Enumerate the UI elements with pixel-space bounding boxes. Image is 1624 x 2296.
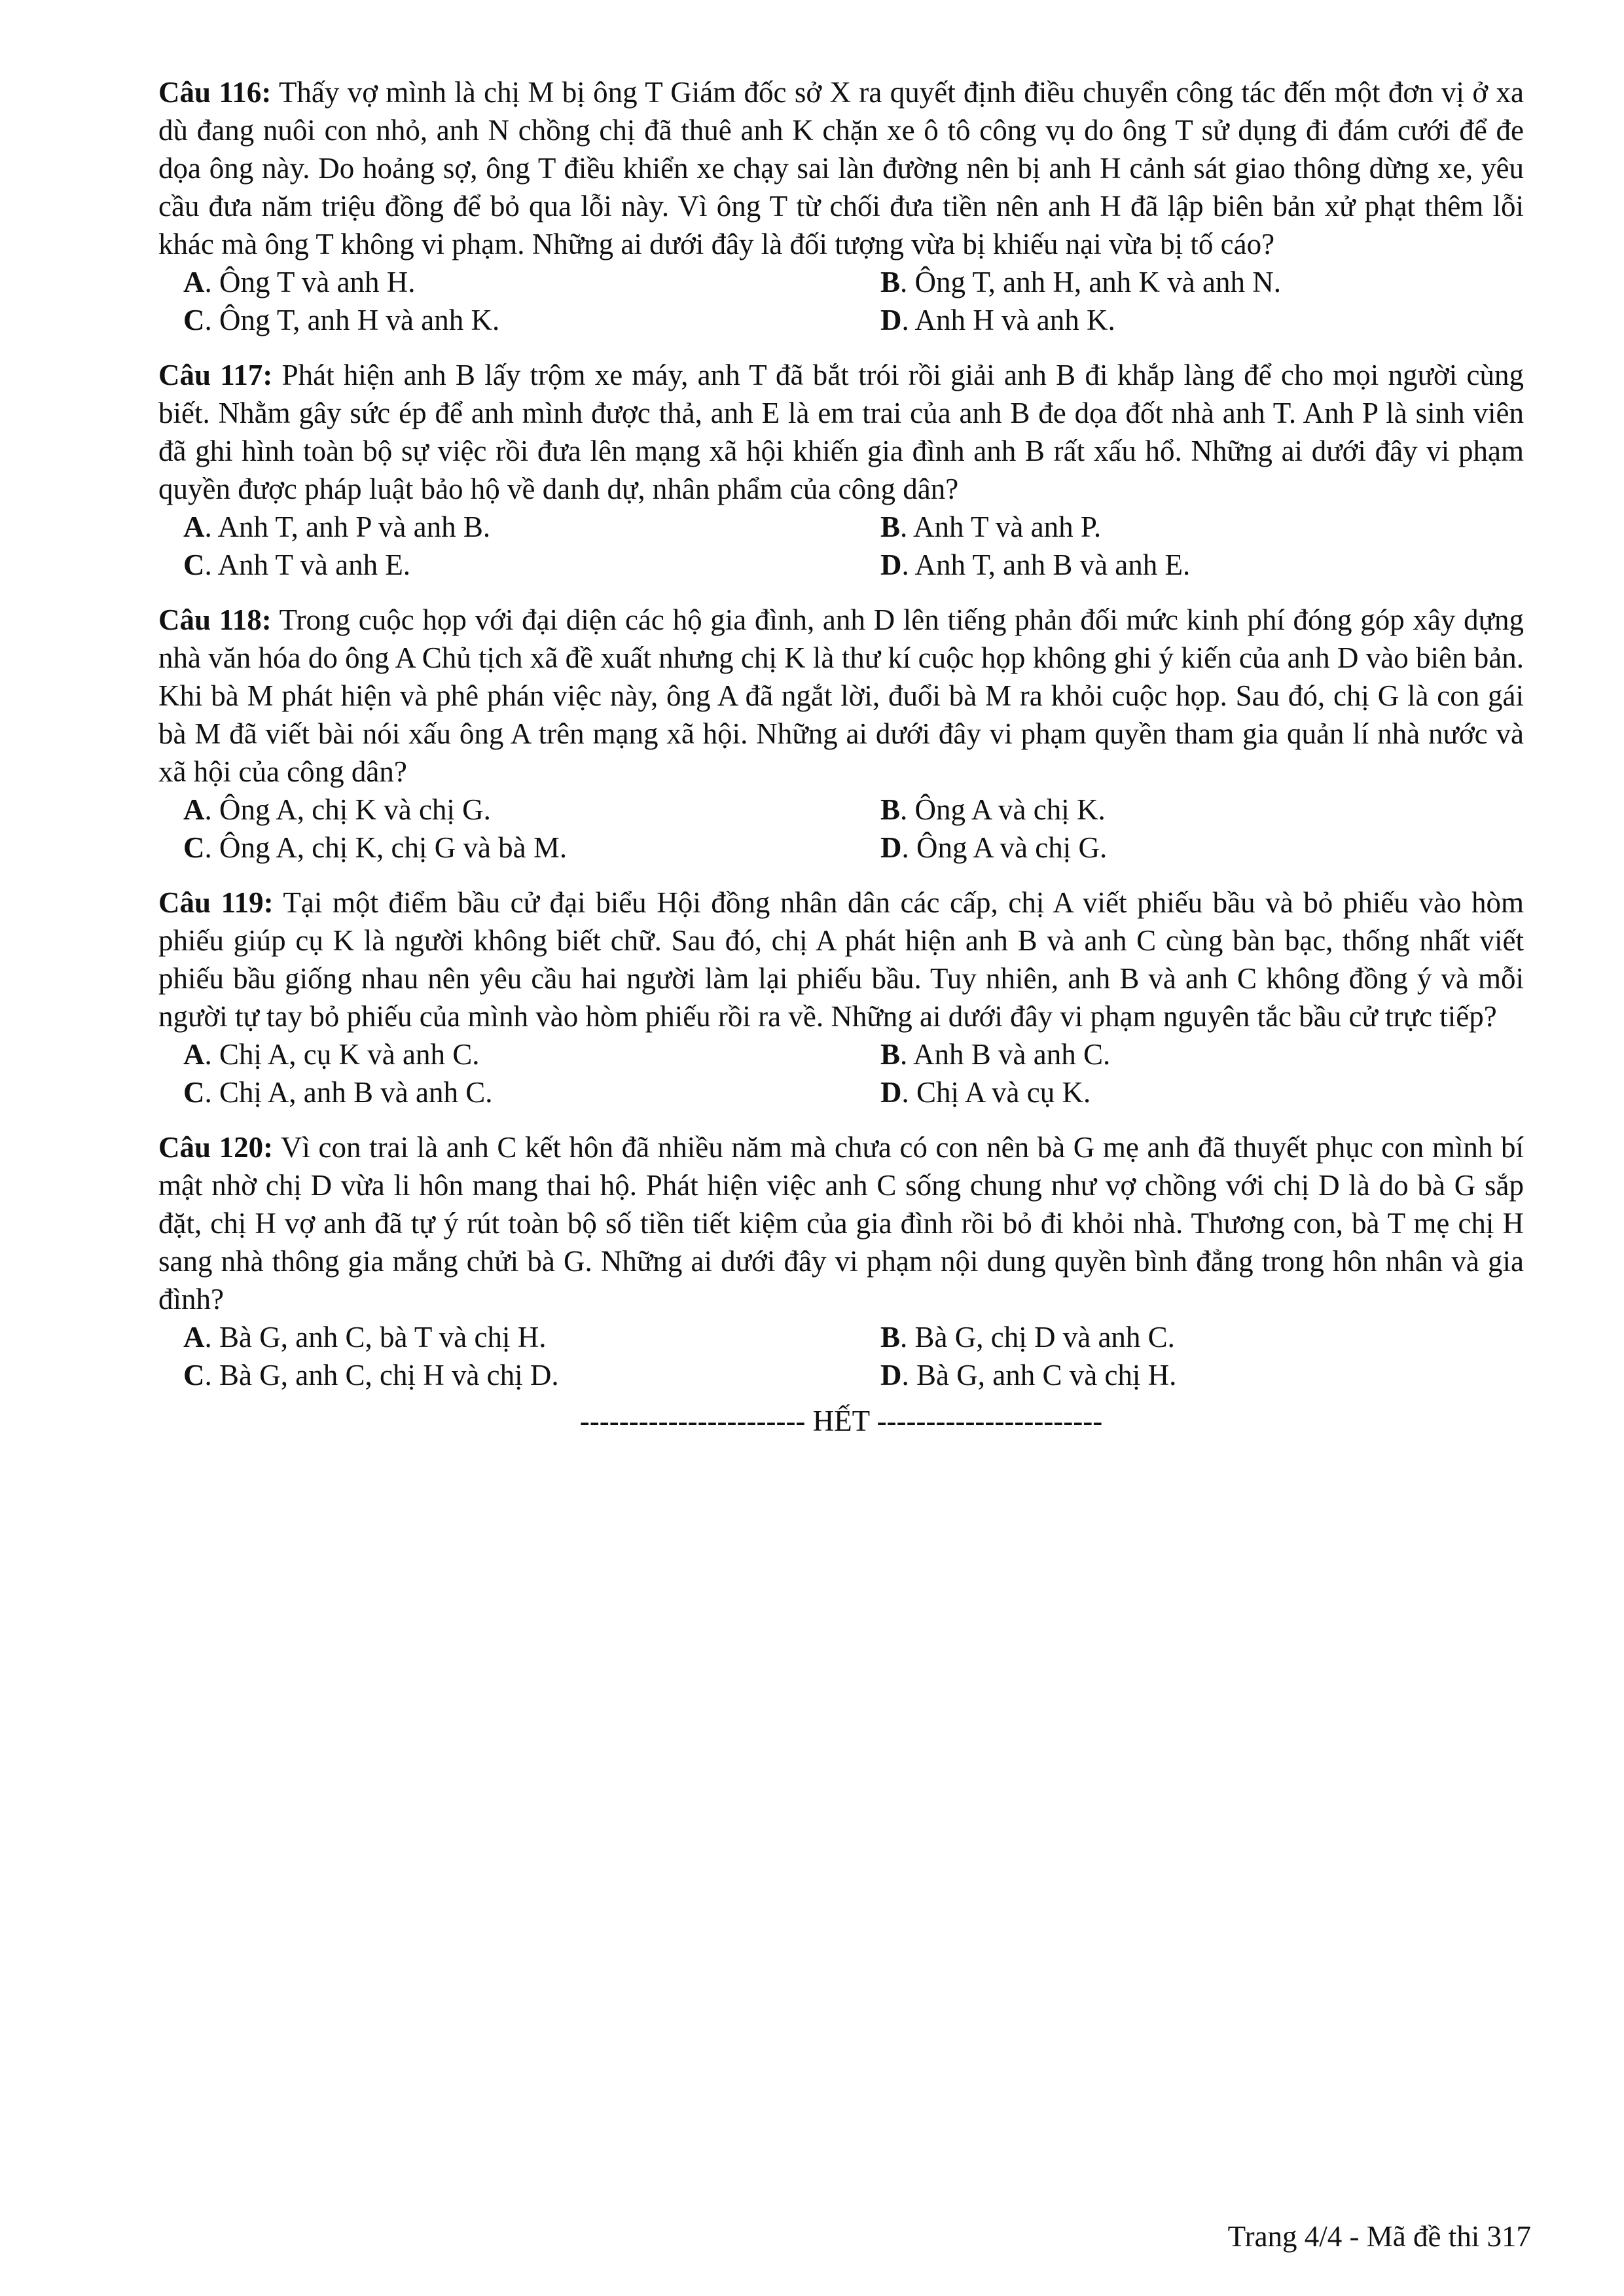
answer-options xyxy=(158,263,1524,339)
option-c: C. Ông A, chị K, chị G và bà M. xyxy=(183,831,568,864)
answer-options xyxy=(158,1035,1524,1111)
question-label: Câu 120: xyxy=(158,1131,274,1164)
option-a: A. Ông T và anh H. xyxy=(183,266,416,298)
option-b: B. Anh B và anh C. xyxy=(880,1038,1111,1071)
question-118 xyxy=(158,601,1524,867)
question-117 xyxy=(158,356,1524,584)
question-text: Phát hiện anh B lấy trộm xe máy, anh T đã bắt trói rồi giải anh B đi khắp làng để cho mọi người cùng biết. Nhằm gây sức ép để anh mình được thả, anh E là em trai của anh B đe dọa đốt nhà anh T. Anh P là sinh viên đã ghi hình toàn bộ sự việc rồi đưa lên mạng xã hội khiến gia đình anh B rất xấu hổ. Những ai dưới đây vi phạm quyền được pháp luật bảo hộ về danh dự, nhân phẩm của công dân? xyxy=(158,359,1525,505)
option-a: A. Ông A, chị K và chị G. xyxy=(183,793,491,826)
answer-options xyxy=(158,791,1524,867)
answer-options xyxy=(158,1318,1524,1394)
option-b: B. Anh T và anh P. xyxy=(880,511,1102,543)
question-stem xyxy=(158,884,1524,1035)
option-d: D. Anh H và anh K. xyxy=(880,304,1115,336)
option-d: D. Chị A và cụ K. xyxy=(880,1076,1091,1109)
answer-options xyxy=(158,508,1524,584)
question-text: Tại một điểm bầu cử đại biểu Hội đồng nhân dân các cấp, chị A viết phiếu bầu và bỏ phiếu vào hòm phiếu giúp cụ K là người không biết chữ. Sau đó, chị A phát hiện anh B và anh C cùng bàn bạc, thống nhất viết phiếu bầu giống nhau nên yêu cầu hai người làm lại phiếu bầu. Tuy nhiên, anh B và anh C không đồng ý và mỗi người tự tay bỏ phiếu của mình vào hòm phiếu rồi ra về. Những ai dưới đây vi phạm nguyên tắc bầu cử trực tiếp? xyxy=(158,886,1525,1033)
end-marker: ----------------------- HẾT ----------------------- xyxy=(579,1405,1103,1437)
option-a: A. Anh T, anh P và anh B. xyxy=(183,511,491,543)
option-c: C. Ông T, anh H và anh K. xyxy=(183,304,500,336)
option-d: D. Ông A và chị G. xyxy=(880,831,1108,864)
question-stem xyxy=(158,601,1524,791)
option-c: C. Bà G, anh C, chị H và chị D. xyxy=(183,1359,559,1391)
question-120 xyxy=(158,1128,1524,1394)
question-label: Câu 116: xyxy=(158,76,272,109)
option-c: C. Anh T và anh E. xyxy=(183,548,411,581)
question-label: Câu 117: xyxy=(158,359,273,391)
question-stem xyxy=(158,1128,1524,1318)
option-a: A. Bà G, anh C, bà T và chị H. xyxy=(183,1321,547,1354)
page-footer: Trang 4/4 - Mã đề thi 317 xyxy=(1227,2220,1531,2253)
question-text: Vì con trai là anh C kết hôn đã nhiều năm mà chưa có con nên bà G mẹ anh đã thuyết phục con mình bí mật nhờ chị D vừa li hôn mang thai hộ. Phát hiện việc anh C sống chung như vợ chồng với chị D là do bà G sắp đặt, chị H vợ anh đã tự ý rút toàn bộ số tiền tiết kiệm của gia đình rồi bỏ đi khỏi nhà. Thương con, bà T mẹ chị H sang nhà thông gia mắng chửi bà G. Những ai dưới đây vi phạm nội dung quyền bình đẳng trong hôn nhân và gia đình? xyxy=(158,1131,1524,1316)
question-text: Trong cuộc họp với đại diện các hộ gia đình, anh D lên tiếng phản đối mức kinh phí đóng góp xây dựng nhà văn hóa do ông A Chủ tịch xã đề xuất nhưng chị K là thư kí cuộc họp không ghi ý kiến của anh D vào biên bản. Khi bà M phát hiện và phê phán việc này, ông A đã ngắt lời, đuổi bà M ra khỏi cuộc họp. Sau đó, chị G là con gái bà M đã viết bài nói xấu ông A trên mạng xã hội. Những ai dưới đây vi phạm quyền tham gia quản lí nhà nước và xã hội của công dân? xyxy=(158,603,1525,788)
option-d: D. Anh T, anh B và anh E. xyxy=(880,548,1191,581)
option-b: B. Ông A và chị K. xyxy=(880,793,1106,826)
question-stem xyxy=(158,356,1524,508)
question-stem xyxy=(158,73,1524,263)
question-text: Thấy vợ mình là chị M bị ông T Giám đốc sở X ra quyết định điều chuyển công tác đến một đơn vị ở xa dù đang nuôi con nhỏ, anh N chồng chị đã thuê anh K chặn xe ô tô công vụ do ông T sử dụng đi đám cưới để đe dọa ông này. Do hoảng sợ, ông T điều khiển xe chạy sai làn đường nên bị anh H cảnh sát giao thông dừng xe, yêu cầu đưa năm triệu đồng để bỏ qua lỗi này. Vì ông T từ chối đưa tiền nên anh H đã lập biên bản xử phạt thêm lỗi khác mà ông T không vi phạm. Những ai dưới đây là đối tượng vừa bị khiếu nại vừa bị tố cáo? xyxy=(158,76,1525,260)
question-116 xyxy=(158,73,1524,339)
option-b: B. Bà G, chị D và anh C. xyxy=(880,1321,1175,1354)
option-c: C. Chị A, anh B và anh C. xyxy=(183,1076,493,1109)
exam-page xyxy=(158,73,1524,1440)
question-119 xyxy=(158,884,1524,1111)
option-b: B. Ông T, anh H, anh K và anh N. xyxy=(880,266,1281,298)
option-d: D. Bà G, anh C và chị H. xyxy=(880,1359,1177,1391)
option-a: A. Chị A, cụ K và anh C. xyxy=(183,1038,480,1071)
question-label: Câu 119: xyxy=(158,886,274,919)
question-label: Câu 118: xyxy=(158,603,272,636)
